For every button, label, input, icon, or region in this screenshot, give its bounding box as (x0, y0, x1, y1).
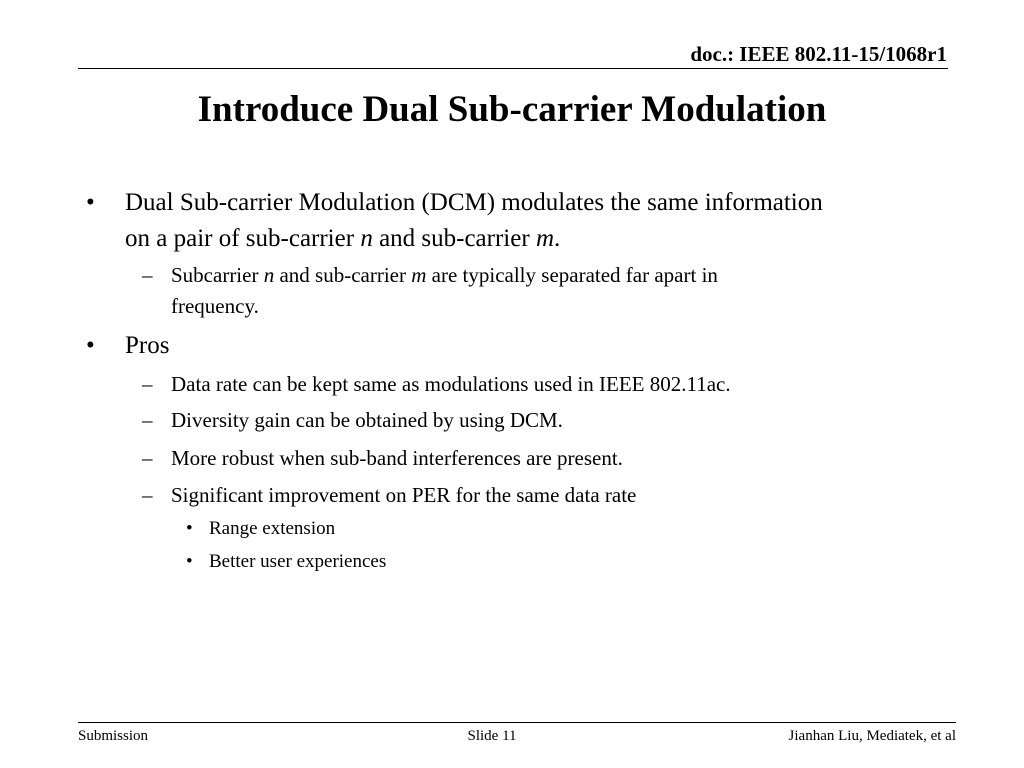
small-bullet-marker: • (186, 518, 193, 539)
footer-submission: Submission (78, 728, 149, 744)
dash-marker: – (142, 483, 153, 507)
footer-authors: Jianhan Liu, Mediatek, et al (788, 728, 956, 744)
subbullet-per-improvement: Significant improvement on PER for the same data rate (171, 483, 637, 507)
subsubbullet-range-extension: Range extension (209, 518, 336, 539)
variable-m: m (411, 263, 427, 287)
slide-title: Introduce Dual Sub-carrier Modulation (197, 89, 827, 130)
subbullet-separation-line1: Subcarrier n and sub-carrier m are typically separated far apart in (171, 263, 718, 287)
bullet-dcm-line1: Dual Sub-carrier Modulation (DCM) modulates the same information (125, 189, 823, 216)
subbullet-data-rate: Data rate can be kept same as modulations used in IEEE 802.11ac. (171, 372, 731, 396)
dash-marker: – (142, 372, 153, 396)
variable-n: n (263, 263, 275, 287)
footer-divider (78, 722, 956, 723)
footer-slide-number: Slide 11 (467, 728, 517, 744)
subbullet-separation-line2: frequency. (171, 294, 259, 318)
dash-marker: – (142, 263, 153, 287)
variable-n: n (360, 225, 373, 252)
subsubbullet-user-experience: Better user experiences (209, 551, 387, 572)
document-id: doc.: IEEE 802.11-15/1068r1 (690, 42, 947, 66)
bullet-marker: • (86, 332, 95, 359)
bullet-pros: Pros (125, 332, 170, 359)
bullet-marker: • (86, 189, 95, 216)
dash-marker: – (142, 408, 153, 432)
subbullet-diversity-gain: Diversity gain can be obtained by using DCM. (171, 408, 563, 432)
bullet-dcm-line2: on a pair of sub-carrier n and sub-carrier m. (125, 225, 561, 252)
small-bullet-marker: • (186, 551, 193, 572)
dash-marker: – (142, 446, 153, 470)
subbullet-robust: More robust when sub-band interferences are present. (171, 446, 623, 470)
variable-m: m (535, 225, 554, 252)
